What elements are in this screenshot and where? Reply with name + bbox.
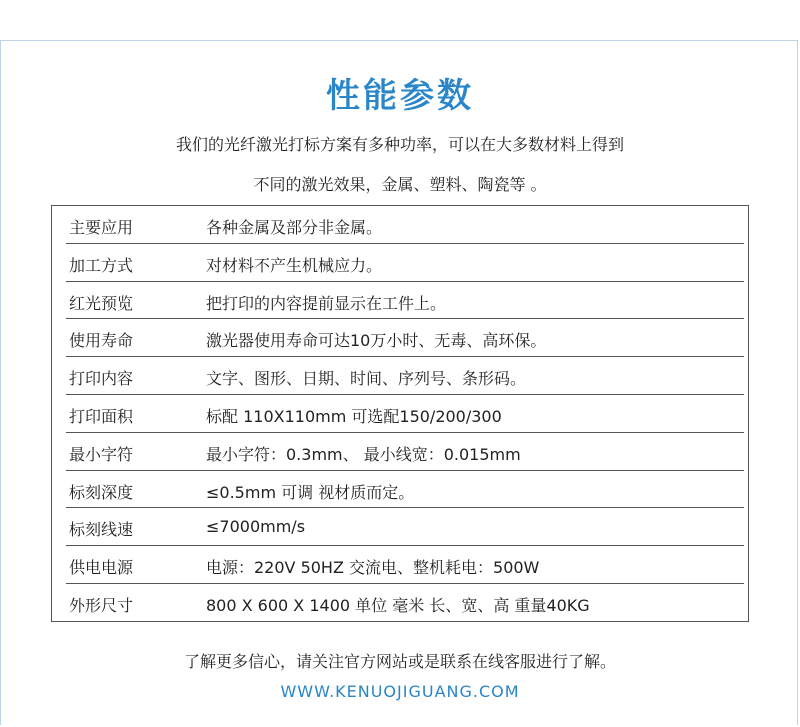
spec-table — [51, 205, 749, 622]
spec-label: 供电电源 — [69, 558, 134, 578]
spec-label: 打印面积 — [69, 407, 134, 426]
spec-label: 红光预览 — [69, 293, 134, 313]
spec-row — [66, 395, 744, 433]
spec-label: 最小字符 — [69, 444, 134, 464]
intro-line-1: 我们的光纤激光打标方案有多种功率，可以在大多数材料上得到 — [175, 135, 624, 154]
spec-label: 使用寿命 — [69, 331, 134, 351]
intro-line-2: 不同的激光效果，金属、塑料、陶瓷等 。 — [253, 175, 547, 194]
spec-row — [66, 357, 744, 395]
spec-value: 激光器使用寿命可达10万小时、无毒、高环保。 — [206, 331, 547, 351]
spec-value: ≤7000mm/s — [206, 517, 306, 537]
spec-value: 标配 110X110mm 可选配150/200/300 — [206, 407, 502, 426]
spec-label: 标刻深度 — [69, 482, 134, 502]
spec-row — [66, 244, 744, 282]
spec-value: 各种金属及部分非金属。 — [206, 218, 383, 237]
spec-row — [66, 471, 744, 509]
spec-value: 800 X 600 X 1400 单位 毫米 长、宽、高 重量40KG — [206, 596, 590, 615]
spec-value: 把打印的内容提前显示在工件上。 — [206, 293, 447, 313]
spec-value: 最小字符：0.3mm、 最小线宽：0.015mm — [206, 444, 521, 464]
spec-label: 外形尺寸 — [69, 596, 134, 615]
spec-row — [66, 319, 744, 357]
footer-text: 了解更多信心，请关注官方网站或是联系在线客服进行了解。 — [183, 652, 616, 671]
spec-label: 标刻线速 — [69, 520, 134, 540]
spec-value: 对材料不产生机械应力。 — [206, 255, 383, 275]
spec-value: 文字、图形、日期、时间、序列号、条形码。 — [206, 369, 527, 389]
spec-row — [66, 433, 744, 471]
spec-label: 加工方式 — [69, 255, 134, 275]
spec-label: 打印内容 — [69, 369, 134, 389]
page-title: 性能参数 — [326, 76, 474, 116]
website-link[interactable]: WWW.KENUOJIGUANG.COM — [280, 682, 520, 701]
spec-value: ≤0.5mm 可调 视材质而定。 — [206, 482, 415, 502]
spec-label: 主要应用 — [69, 218, 134, 237]
spec-row — [66, 584, 744, 622]
spec-row — [66, 206, 744, 244]
spec-row — [66, 508, 744, 546]
spec-row — [66, 546, 744, 584]
spec-value: 电源：220V 50HZ 交流电、整机耗电：500W — [206, 558, 540, 578]
spec-row — [66, 282, 744, 320]
